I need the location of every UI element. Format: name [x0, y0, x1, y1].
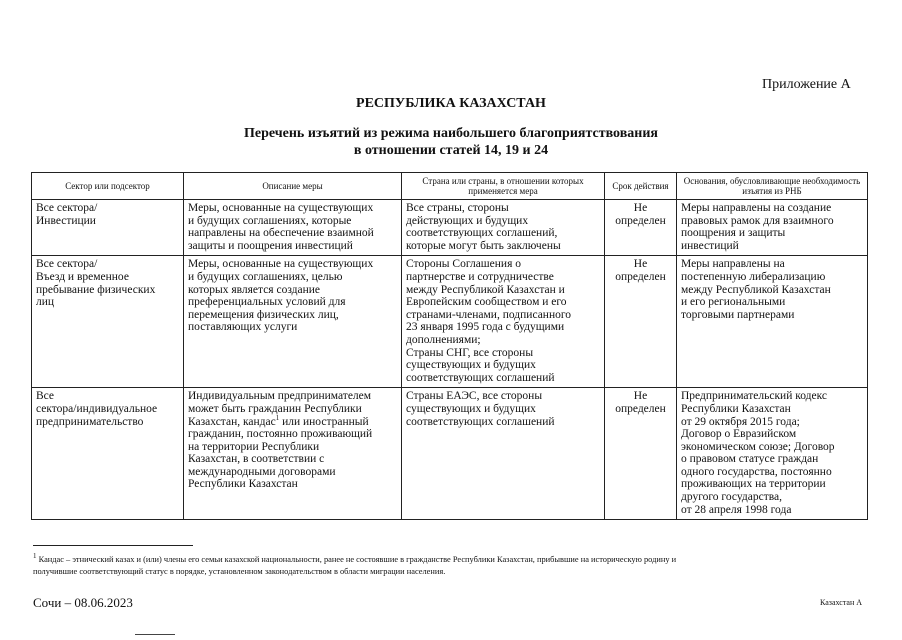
cell-line: одного государства, постоянно: [681, 465, 832, 478]
measure-text: Казахстан, кандас: [188, 415, 276, 428]
cell-line: Меры направлены на: [681, 258, 785, 271]
column-header-term: Срок действия: [605, 173, 677, 200]
cell-line: и будущих соглашениях, которые: [188, 214, 352, 227]
cell-line: экономическом союзе; Договор: [681, 440, 835, 453]
footnote-text: Кандас – этнический казах и (или) члены его семьи казахской национальности, ранее не состоявшие в гражданстве Республики Казахстан, прибывшие на историческую родину и: [36, 554, 677, 564]
cell-line: 23 января 1995 года с будущими: [406, 321, 565, 334]
cell-line: Республики Казахстан: [681, 402, 791, 415]
cell-line: инвестиций: [681, 239, 739, 252]
cell-line: соответствующих соглашений,: [406, 227, 558, 240]
cell-line: пребывание физических: [36, 283, 156, 296]
cell-line: между Республикой Казахстан и: [406, 283, 565, 296]
divider: [135, 634, 175, 635]
footnote-line: [33, 550, 869, 566]
cell-line: сектора/индивидуальное: [36, 402, 158, 415]
city-date: Сочи – 08.06.2023: [33, 595, 133, 610]
cell-line: Не: [633, 258, 648, 271]
cell-line: дополнениями;: [406, 333, 481, 346]
cell-line: поощрения и защиты: [681, 227, 786, 240]
measure-text: или иностранный: [279, 415, 369, 428]
sector-cell: [32, 200, 184, 256]
footnote-reference[interactable]: 1: [275, 413, 280, 422]
cell-line: и будущих соглашениях, целью: [188, 270, 343, 283]
measure-cell: [184, 200, 402, 256]
footnote-line: получившие соответствующий статус в порядке, установленном законодательством в области миграции населения.: [33, 566, 446, 576]
table-row: [32, 256, 868, 388]
column-header-measure: Описание меры: [184, 173, 402, 200]
cell-line: Не: [633, 202, 648, 214]
cell-line: о правовом статусе граждан: [681, 453, 819, 466]
cell-line: защиты и поощрения инвестиций: [188, 239, 353, 252]
cell-line: Меры направлены на создание: [681, 202, 832, 214]
cell-line: Въезд и временное: [36, 270, 129, 283]
cell-line: Все страны, стороны: [406, 202, 509, 214]
footnote-marker: 1: [33, 552, 37, 560]
cell-line: гражданин, постоянно проживающий: [188, 428, 373, 441]
countries-cell: [402, 388, 605, 520]
cell-line: направлены на обеспечение взаимной: [188, 227, 374, 240]
cell-line: Казахстан, в соответствии с: [188, 453, 325, 466]
cell-line: предпринимательство: [36, 415, 144, 428]
cell-line: Страны ЕАЭС, все стороны: [406, 390, 543, 403]
cell-line: другого государства,: [681, 491, 782, 504]
cell-line: Договор о Евразийском: [681, 428, 797, 441]
countries-cell: [402, 256, 605, 388]
column-header-grounds: Основания, обусловливающие необходимость изъятия из РНБ: [677, 173, 868, 200]
term-cell: [605, 256, 677, 388]
measure-line: может быть гражданин Республики: [188, 402, 362, 415]
cell-line: и его региональными: [681, 296, 786, 309]
subtitle-line: в отношении статей 14, 19 и 24: [353, 143, 549, 158]
grounds-cell: [677, 388, 868, 520]
cell-line: постепенную либерализацию: [681, 270, 826, 283]
cell-line: существующих и будущих: [406, 359, 536, 372]
cell-line: Стороны Соглашения о: [406, 258, 521, 271]
cell-line: странами-членами, подписанного: [406, 308, 572, 321]
cell-line: определен: [615, 214, 666, 227]
measure-line: Индивидуальным предпринимателем: [188, 390, 372, 403]
measure-cell: [184, 388, 402, 520]
page-mark: Казахстан А: [820, 598, 863, 607]
term-cell: [605, 200, 677, 256]
cell-line: поставляющих услуги: [188, 321, 298, 334]
footnote: [33, 550, 869, 578]
countries-cell: [402, 200, 605, 256]
cell-line: определен: [615, 402, 666, 415]
term-cell: [605, 388, 677, 520]
measure-line: [188, 413, 398, 429]
exceptions-table: [31, 172, 868, 520]
sector-cell: [32, 388, 184, 520]
cell-line: между Республикой Казахстан: [681, 283, 831, 296]
cell-line: проживающих на территории: [681, 478, 826, 491]
cell-line: торговыми партнерами: [681, 308, 795, 321]
cell-line: действующих и будущих: [406, 214, 529, 227]
sector-cell: [32, 256, 184, 388]
cell-line: Меры, основанные на существующих: [188, 202, 374, 214]
grounds-cell: [677, 256, 868, 388]
cell-line: на территории Республики: [188, 440, 320, 453]
cell-line: которых является создание: [188, 283, 321, 296]
table-header-row: [32, 173, 868, 200]
document-subtitle: [0, 125, 902, 159]
column-header-countries: Страна или страны, в отношении которых применяется мера: [402, 173, 605, 200]
column-header-sector: Сектор или подсектор: [32, 173, 184, 200]
footnote-separator: [33, 545, 193, 546]
cell-line: правовых рамок для взаимного: [681, 214, 834, 227]
cell-line: определен: [615, 270, 666, 283]
cell-line: Все сектора/: [36, 202, 98, 214]
subtitle-line: Перечень изъятий из режима наибольшего благоприятствования: [244, 126, 658, 141]
cell-line: Все сектора/: [36, 258, 98, 271]
cell-line: Страны СНГ, все стороны: [406, 346, 534, 359]
cell-line: соответствующих соглашений: [406, 371, 555, 384]
cell-line: существующих и будущих: [406, 402, 536, 415]
cell-line: Не: [633, 390, 648, 403]
grounds-cell: [677, 200, 868, 256]
cell-line: партнерстве и сотрудничестве: [406, 270, 554, 283]
cell-line: международными договорами: [188, 465, 336, 478]
cell-line: соответствующих соглашений: [406, 415, 555, 428]
cell-line: Все: [36, 390, 55, 403]
cell-line: которые могут быть заключены: [406, 239, 561, 252]
cell-line: перемещения физических лиц,: [188, 308, 339, 321]
measure-rest: [188, 428, 398, 491]
document-title: РЕСПУБЛИКА КАЗАХСТАН: [356, 96, 546, 111]
appendix-label: Приложение А: [762, 77, 851, 92]
cell-line: Республики Казахстан: [188, 478, 298, 491]
cell-line: от 28 апреля 1998 года: [681, 503, 792, 516]
cell-line: от 29 октября 2015 года;: [681, 415, 800, 428]
table-row: [32, 200, 868, 256]
cell-line: лиц: [36, 296, 55, 309]
measure-cell: [184, 256, 402, 388]
table-row: [32, 388, 868, 520]
cell-line: Предпринимательский кодекс: [681, 390, 828, 403]
cell-line: Инвестиции: [36, 214, 96, 227]
cell-line: Меры, основанные на существующих: [188, 258, 374, 271]
cell-line: Европейским сообществом и его: [406, 296, 567, 309]
cell-line: преференциальных условий для: [188, 296, 346, 309]
